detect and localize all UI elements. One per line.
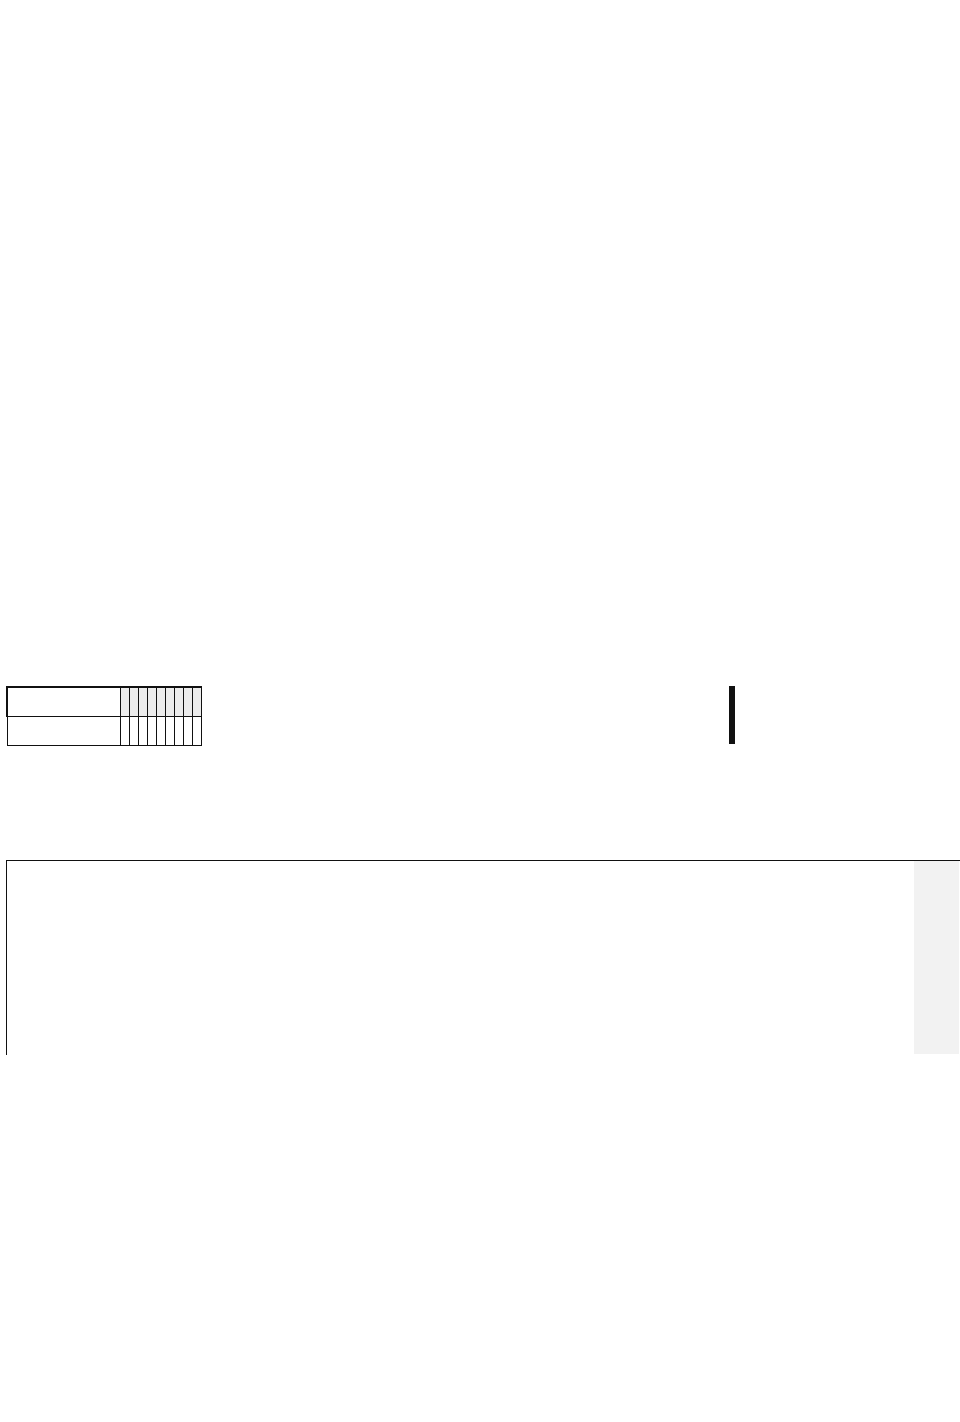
table-right-rule [729, 686, 735, 744]
year-cell [121, 687, 130, 717]
inbreeding-table [6, 686, 202, 746]
value-cell [184, 717, 193, 746]
year-cell [157, 687, 166, 717]
value-cell [130, 717, 139, 746]
year-cell [130, 687, 139, 717]
value-cell [193, 717, 202, 746]
value-cell [157, 717, 166, 746]
value-cell [166, 717, 175, 746]
year-cell [175, 687, 184, 717]
value-cell [175, 717, 184, 746]
value-cell [121, 717, 130, 746]
value-cell [139, 717, 148, 746]
year-cell [148, 687, 157, 717]
table-corner-cell [7, 687, 121, 717]
inbreeding-year-row [7, 687, 202, 717]
inbreeding-value-row [7, 717, 202, 746]
year-cell [166, 687, 175, 717]
year-cell [184, 687, 193, 717]
usage-table-frame [6, 860, 960, 1055]
value-cell [148, 717, 157, 746]
year-cell [193, 687, 202, 717]
year-cell [139, 687, 148, 717]
row-label [7, 717, 121, 746]
